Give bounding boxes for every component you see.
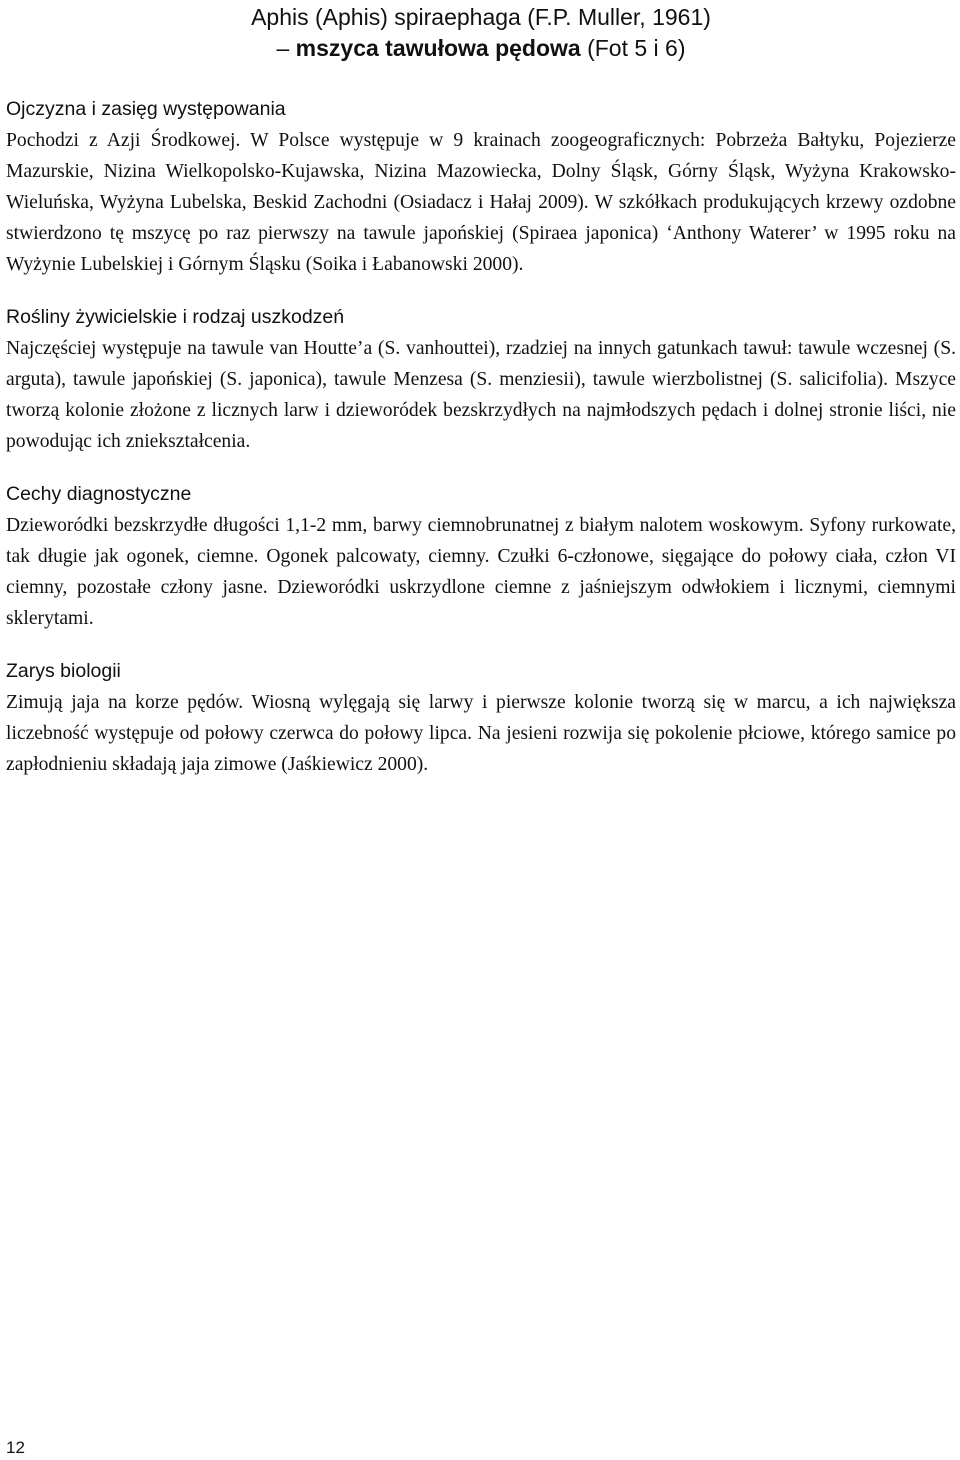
- section-diagnostics: [6, 479, 956, 634]
- photo-reference: (Fot 5 i 6): [580, 35, 686, 61]
- page-number: 12: [6, 1438, 25, 1457]
- section-biology: [6, 656, 956, 780]
- section-host-plants: [6, 302, 956, 457]
- document-page: [6, 0, 956, 780]
- section-heading-biology: Zarys biologii: [6, 660, 121, 682]
- title-dash: –: [276, 35, 296, 61]
- species-common-name: [6, 33, 956, 64]
- section-text-origin: Pochodzi z Azji Środkowej. W Polsce występuje w 9 krainach zoogeograficznych: Pobrzeża Bałtyku, Pojezierze Mazurskie, Nizina Wielkopolsko-Kujawska, Nizina Mazowiecka, Dolny Śląsk, Górny Śląsk, Wyżyna Krakowsko-Wieluńska, Wyżyna Lubelska, Beskid Zachodni (Osiadacz i Hałaj 2009). W szkółkach produkujących krzewy ozdobne stwierdzono tę mszycę po raz pierwszy na tawule japońskiej (Spiraea japonica) ‘Anthony Waterer’ w 1995 roku na Wyżynie Lubelskiej i Górnym Śląsku (Soika i Łabanowski 2000).: [6, 130, 956, 275]
- common-name-bold: mszyca tawułowa pędowa: [295, 35, 581, 61]
- section-heading-diagnostics: Cechy diagnostyczne: [6, 483, 192, 505]
- section-heading-origin: Ojczyzna i zasięg występowania: [6, 98, 286, 120]
- section-text-diagnostics: Dzieworódki bezskrzydłe długości 1,1-2 mm, barwy ciemnobrunatnej z białym nalotem woskowym. Syfony rurkowate, tak długie jak ogonek, ciemne. Ogonek palcowaty, ciemny. Czułki 6-członowe, sięgające do połowy ciała, człon VI ciemny, pozostałe człony jasne. Dzieworódki uskrzydlone ciemne z jaśniejszym odwłokiem i licznymi, ciemnymi sklerytami.: [6, 515, 956, 629]
- section-text-host-plants: Najczęściej występuje na tawule van Houtte’a (S. vanhouttei), rzadziej na innych gatunkach tawuł: tawule wczesnej (S. arguta), tawule japońskiej (S. japonica), tawule Menzesa (S. menziesii), tawule wierzbolistnej (S. salicifolia). Mszyce tworzą kolonie złożone z licznych larw i dzieworódek bezskrzydłych na najmłodszych pędach i dolnej stronie liści, nie powodując ich zniekształcenia.: [6, 338, 956, 452]
- section-origin: [6, 94, 956, 280]
- section-heading-host-plants: Rośliny żywicielskie i rodzaj uszkodzeń: [6, 306, 345, 328]
- document-title: [6, 0, 956, 64]
- section-text-biology: Zimują jaja na korze pędów. Wiosną wylęgają się larwy i pierwsze kolonie tworzą się w marcu, a ich największa liczebność występuje od połowy czerwca do połowy lipca. Na jesieni rozwija się pokolenie płciowe, którego samice po zapłodnieniu składają jaja zimowe (Jaśkiewicz 2000).: [6, 692, 956, 775]
- species-name: Aphis (Aphis) spiraephaga (F.P. Muller, 1961): [251, 4, 711, 30]
